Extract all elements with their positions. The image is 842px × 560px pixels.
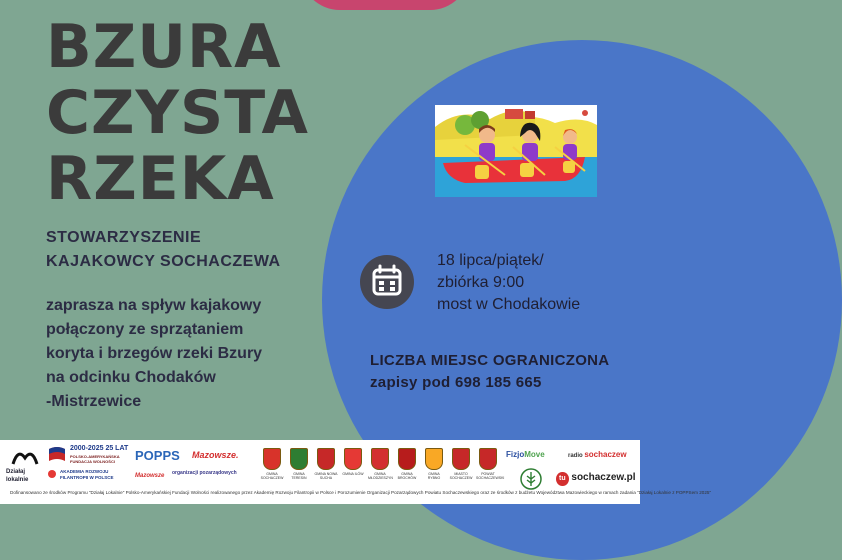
wheat-logo-icon	[520, 468, 542, 490]
mazowsze-logo: Mazowsze.	[192, 450, 239, 460]
crest-icon	[317, 448, 335, 470]
event-place: most w Chodakowie	[437, 296, 581, 313]
crest-icon	[371, 448, 389, 470]
invitation-line: zaprasza na spływ kajakowy	[46, 297, 262, 314]
registration-info	[370, 350, 609, 394]
crest-icon	[263, 448, 281, 470]
sochaczew-pl-text: sochaczew.pl	[571, 472, 636, 483]
pafw-name: POLSKO-AMERYKAŃSKA FUNDACJA WOLNOŚCI	[70, 454, 120, 464]
crest-label: MIASTO SOCHACZEW	[449, 472, 473, 480]
radio-sochaczew-text: sochaczew	[584, 450, 627, 459]
akademia-logo-icon	[47, 469, 57, 479]
mazowsze-small-logo: Mazowsze	[135, 473, 165, 479]
organizacji-text: organizacji pozarządowych	[172, 470, 237, 476]
pafw-years	[70, 445, 128, 453]
calendar-icon	[360, 255, 414, 309]
crest-item	[341, 448, 365, 476]
pafw-25-text: 25 LAT	[105, 445, 129, 452]
organizer-line: KAJAKOWCY SOCHACZEWA	[46, 253, 281, 270]
fizjomove-logo	[506, 451, 545, 459]
funding-fine-print: Dofinansowano ze środków Programu "Działaj Lokalnie" Polsko-Amerykańskiej Fundacji Wolności realizowanego przez Akademię Rozwoju Filantropii w Polsce i Porozumienie Organizacji Pozarządowych Powiatu Sochaczewskiego oraz ze środków z budżetu Województwa Mazowieckiego w ramach zadania "Działaj Lokalnie z POPPSem 2025"	[10, 490, 712, 495]
invitation-line: koryta i brzegów rzeki Bzury	[46, 345, 263, 362]
crest-label: GMINA BROCHÓW	[397, 472, 417, 480]
organizer-line: STOWARZYSZENIE	[46, 229, 202, 246]
crest-label: GMINA MŁODZIESZYN	[368, 472, 393, 480]
invitation-text	[46, 294, 336, 414]
crest-item	[314, 448, 338, 480]
poster-title	[46, 14, 309, 212]
crest-label: GMINA RYBNO	[427, 472, 441, 480]
event-details	[437, 250, 580, 316]
event-date: 18 lipca/piątek/	[437, 252, 544, 269]
crest-label: GMINA NOWA SUCHA	[314, 472, 338, 480]
radio-text: radio	[568, 453, 583, 459]
tu-sochaczew-logo	[556, 472, 636, 486]
pafw-years-text: 2000-2025	[70, 445, 104, 452]
kayak-illustration	[435, 105, 597, 197]
crest-label: POWIAT SOCHACZEWSKI	[476, 472, 505, 480]
tu-badge: tu	[556, 472, 569, 486]
crest-item	[260, 448, 284, 480]
crest-label: GMINA ILÓW	[342, 472, 364, 476]
event-time: zbiórka 9:00	[437, 274, 525, 291]
crest-item	[395, 448, 419, 480]
crest-icon	[479, 448, 497, 470]
crest-label: GMINA TERESIN	[291, 472, 307, 480]
crest-item	[368, 448, 392, 480]
organizer-name	[46, 226, 281, 274]
crest-label: GMINA SOCHACZEW	[260, 472, 284, 480]
crest-icon	[452, 448, 470, 470]
limited-places: LICZBA MIEJSC OGRANICZONA	[370, 352, 610, 369]
title-line: RZEKA	[46, 144, 275, 214]
crest-icon	[398, 448, 416, 470]
crest-icon	[425, 448, 443, 470]
pink-decoration	[300, 0, 470, 10]
popps-logo: POPPS	[135, 448, 180, 463]
dzialaj-lokalnie-text: Działaj lokalnie	[6, 469, 29, 483]
crest-item	[422, 448, 446, 480]
invitation-line: -Mistrzewice	[46, 393, 142, 410]
crest-item	[476, 448, 505, 480]
title-line: CZYSTA	[46, 78, 309, 148]
crest-item	[449, 448, 473, 480]
invitation-line: połączony ze sprzątaniem	[46, 321, 244, 338]
invitation-line: na odcinku Chodaków	[46, 369, 216, 386]
pafw-flag-icon	[47, 446, 67, 464]
signup-phone: zapisy pod 698 185 665	[370, 374, 542, 391]
crest-icon	[344, 448, 362, 470]
radio-sochaczew-logo	[568, 451, 627, 460]
crest-icon	[290, 448, 308, 470]
akademia-name: AKADEMIA ROZWOJU FILANTROPII W POLSCE	[60, 469, 114, 480]
fizjo-text: Fizjo	[506, 450, 525, 459]
crest-item	[287, 448, 311, 480]
dzialaj-lokalnie-logo	[10, 446, 40, 468]
title-line: BZURA	[46, 12, 282, 82]
move-text: Move	[524, 450, 545, 459]
